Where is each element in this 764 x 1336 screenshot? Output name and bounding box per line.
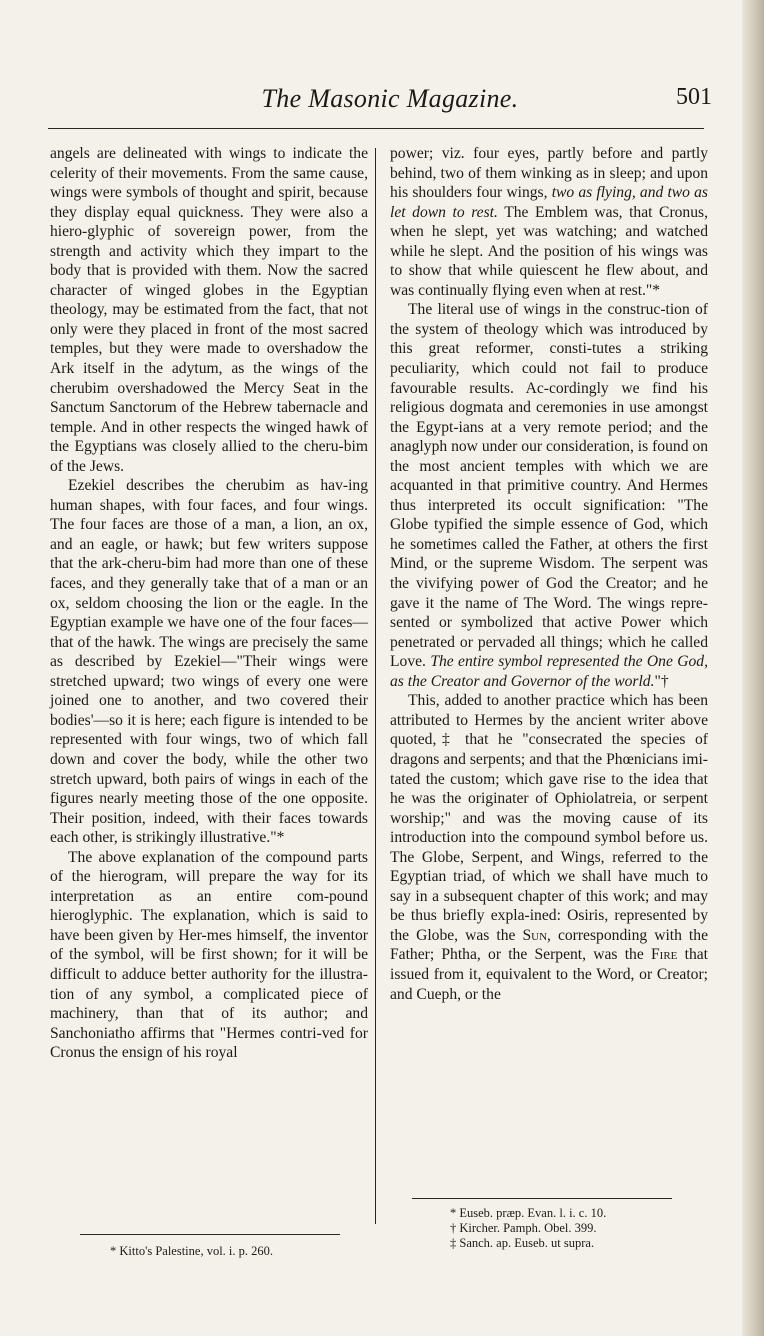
page-spine-shadow [742, 0, 764, 1336]
right-p3-sun: Sun [522, 926, 548, 944]
right-column [390, 144, 708, 1004]
right-p2-text-a: The literal use of wings in the construc-tion of the system of theology which was introduced by this great reformer, consti-tutes a striking peculiarity, which could not fail to produce favourable results. Ac-cordingly we find his religious dogmata and ceremonies in use amongst the Egypt-ians at a very remote period; and the anaglyph now under our consideration, is found on the most ancient temples with which we are acquanted in that primitive country. And Hermes thus interpreted its occult signification: "The Globe typified the simple essence of God, which he sometimes called the Father, at others the first Mind, or the supreme Wisdom. The serpent was the vivifying power of God the Creator; and he gave it the name of The Word. The wings repre-sented or symbolized that active Power which penetrated or pervaded all things; which he called Love. [390, 301, 708, 671]
footnote-right-2: † Kircher. Pamph. Obel. 399. [450, 1221, 597, 1235]
right-paragraph-2 [390, 300, 708, 691]
right-p1-italic: two as flying, and two as let down to rest. [390, 184, 708, 221]
right-p1-text-b: The Emblem was, that Cronus, when he slept, yet was watching; and watched while he slept. And the position of his wings was to show that while quiescent he flew about, and was continually flying even when at rest."* [390, 203, 708, 299]
footnote-rule-right [412, 1198, 672, 1199]
right-p3-text-b: , corresponding with the Father; Phtha, or the Serpent, was the [390, 926, 708, 964]
footnote-right-1: * Euseb. præp. Evan. l. i. c. 10. [450, 1206, 607, 1220]
left-column [50, 144, 368, 1063]
right-paragraph-1 [390, 144, 708, 300]
right-paragraph-3 [390, 691, 708, 1004]
header-rule [48, 128, 704, 129]
right-p3-fire: Fire [650, 946, 678, 964]
right-p2-italic: The entire symbol represented the One God, as the Creator and Governor of the world. [390, 653, 708, 690]
right-p2-end: "† [654, 672, 669, 690]
left-paragraph-1: angels are delineated with wings to indicate the celerity of their movements. From the same cause, wings were symbols of thought and spirit, because they display equal quickness. They were also a hiero-glyphic of sovereign power, from the strength and activity which they impart to the body that is provided with them. Now the sacred character of winged globes in the Egyptian theology, may be estimated from the fact, that not only were they placed in front of the most sacred temples, but they were made to overshadow the Ark itself in the adytum, as the wings of the cherubim overshadowed the Mercy Seat in the Sanctum Sanctorum of the Hebrew tabernacle and temple. And in other respects the winged hawk of the Egyptians was closely allied to the cheru-bim of the Jews. [50, 145, 368, 475]
left-paragraph-3: The above explanation of the compound parts of the hierogram, will prepare the way for its interpretation as an entire com-pound hieroglyphic. The explanation, which is said to have been given by Her-mes himself, the inventor of the symbol, will be first shown; for it will be difficult to adduce better authority for the illustra-tion of any symbol, a complicated piece of machinery, than that of its author; and Sanchoniatho affirms that "Hermes contri-ved for Cronus the ensign of his royal [50, 848, 368, 1062]
footnotes-left [110, 1244, 273, 1259]
page-header [60, 84, 720, 124]
left-paragraph-2: Ezekiel describes the cherubim as hav-ing human shapes, with four faces, and four wings. The four faces are those of a man, a lion, an ox, and an eagle, or hawk; but few writers suppose that the ark-cheru-bim had more than one of these faces, and they generally take that of a man or an ox, seldom choosing the lion or the eagle. In the Egyptian example we have one of the four faces—that of the hawk. The wings are precisely the same as described by Ezekiel—"Their wings were stretched upward; two wings of every one were joined one to another, and two covered their bodies'—so it is here; each figure is intended to be represented with four wings, two of which fall down and cover the body, while the other two stretch upward, both pairs of wings in each of the figures nearly meeting those of the one opposite. Their position, indeed, with their faces towards each other, is strikingly illustrative."* [50, 477, 368, 847]
right-p1-text-a: power; viz. four eyes, partly before and partly behind, two of them winking as in sleep; and upon his shoulders four wings, [390, 145, 708, 202]
footnote-rule-left [80, 1234, 340, 1235]
page-number: 501 [676, 84, 712, 110]
footnotes-right [450, 1206, 606, 1251]
right-p3-text-c: that issued from it, equivalent to the Word, or Creator; and Cueph, or the [390, 946, 708, 1003]
running-title: The Masonic Magazine. [261, 84, 519, 113]
footnote-right-3: ‡ Sanch. ap. Euseb. ut supra. [450, 1236, 595, 1250]
right-p3-text-a: This, added to another practice which has been attributed to Hermes by the ancient writer above quoted,‡ that he "consecrated the species of dragons and serpents; and that the Phœnicians imi-tated the custom; which gave rise to the idea that he was the originater of Ophiolatreia, or serpent worship;" and was the moving cause of its introduction into the compound symbol before us. The Globe, Serpent, and Wings, referred to the Egyptian triad, of which we shall have much to say in a subsequent chapter of this work; and may be thus briefly expla-ined: Osiris, represented by the Globe, was the [390, 692, 708, 944]
footnote-left-1: * Kitto's Palestine, vol. i. p. 260. [110, 1244, 274, 1258]
column-divider [375, 148, 376, 1224]
